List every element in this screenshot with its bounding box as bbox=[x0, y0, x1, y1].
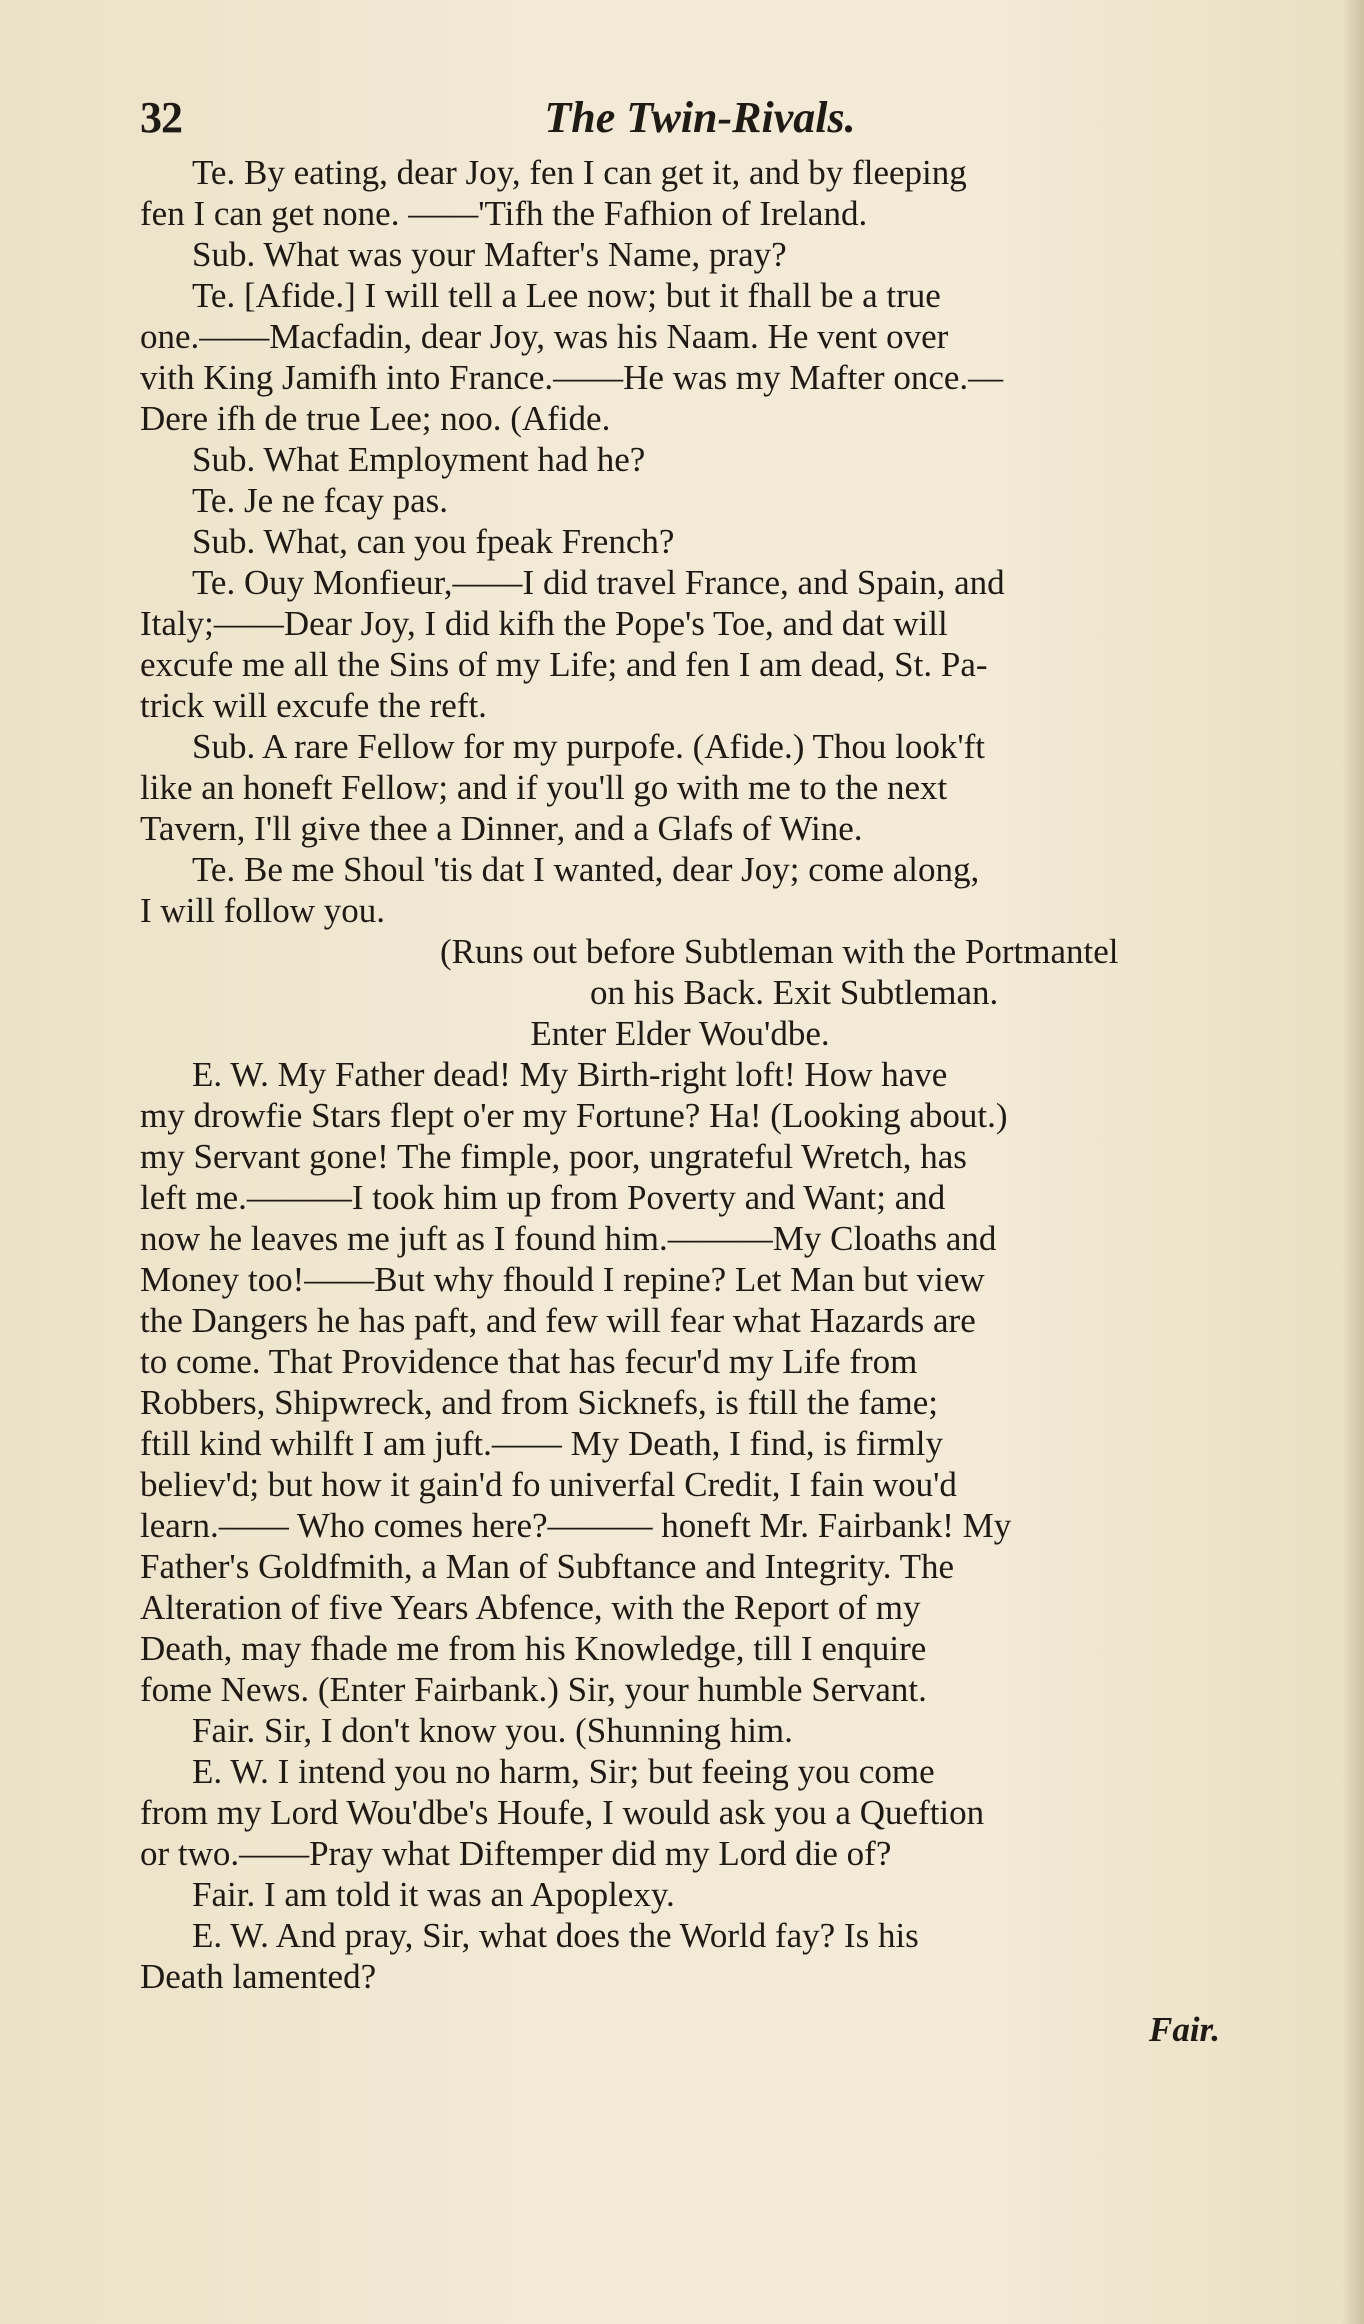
text-line: excufe me all the Sins of my Life; and fen I am dead, St. Pa- bbox=[140, 645, 988, 684]
text-line: Robbers, Shipwreck, and from Sicknefs, is ftill the fame; bbox=[140, 1383, 939, 1422]
text-line: Te. Je ne fcay pas. bbox=[192, 481, 449, 520]
text-line: Te. Be me Shoul 'tis dat I wanted, dear Joy; come along, bbox=[192, 850, 980, 889]
text-line: Father's Goldfmith, a Man of Subftance and Integrity. The bbox=[140, 1547, 955, 1586]
text-line: to come. That Providence that has fecur'd my Life from bbox=[140, 1342, 918, 1381]
text-line: Sub. A rare Fellow for my purpofe. (Afide.) Thou look'ft bbox=[192, 727, 986, 766]
text-line: believ'd; but how it gain'd fo univerfal Credit, I fain wou'd bbox=[140, 1465, 957, 1504]
text-line: I will follow you. bbox=[140, 891, 385, 930]
text-line: now he leaves me juft as I found him.———My Cloaths and bbox=[140, 1219, 997, 1258]
text-line: Sub. What, can you fpeak French? bbox=[192, 522, 675, 561]
text-line: E. W. My Father dead! My Birth-right loft! How have bbox=[192, 1055, 948, 1094]
text-line: Money too!——But why fhould I repine? Let Man but view bbox=[140, 1260, 985, 1299]
text-line: E. W. I intend you no harm, Sir; but feeing you come bbox=[192, 1752, 935, 1791]
text-line: (Runs out before Subtleman with the Portmantel bbox=[440, 932, 1119, 971]
text-line: my Servant gone! The fimple, poor, ungrateful Wretch, has bbox=[140, 1137, 967, 1176]
catchword: Fair. bbox=[1148, 2010, 1220, 2049]
text-line: from my Lord Wou'dbe's Houfe, I would ask you a Queftion bbox=[140, 1793, 985, 1832]
text-line: Tavern, I'll give thee a Dinner, and a Glafs of Wine. bbox=[140, 809, 863, 848]
text-line: fen I can get none. ——'Tifh the Fafhion of Ireland. bbox=[140, 194, 868, 233]
text-line: like an honeft Fellow; and if you'll go with me to the next bbox=[140, 768, 948, 807]
text-line: Te. By eating, dear Joy, fen I can get it, and by fleeping bbox=[192, 153, 967, 192]
text-line: or two.——Pray what Diftemper did my Lord die of? bbox=[140, 1834, 892, 1873]
text-line: Dere ifh de true Lee; noo. (Afide. bbox=[140, 399, 611, 438]
text-line: Death lamented? bbox=[140, 1957, 377, 1996]
text-line: Italy;——Dear Joy, I did kifh the Pope's Toe, and dat will bbox=[140, 604, 948, 643]
text-line: one.——Macfadin, dear Joy, was his Naam. He vent over bbox=[140, 317, 949, 356]
text-line: Sub. What Employment had he? bbox=[192, 440, 646, 479]
text-line: Fair. I am told it was an Apoplexy. bbox=[192, 1875, 675, 1914]
text-line: Sub. What was your Mafter's Name, pray? bbox=[192, 235, 787, 274]
page-number: 32 bbox=[140, 93, 182, 142]
text-line: my drowfie Stars flept o'er my Fortune? Ha! (Looking about.) bbox=[140, 1096, 1008, 1135]
text-line: on his Back. Exit Subtleman. bbox=[590, 973, 999, 1012]
text-line: Te. [Afide.] I will tell a Lee now; but it fhall be a true bbox=[192, 276, 941, 315]
text-line: the Dangers he has paft, and few will fear what Hazards are bbox=[140, 1301, 976, 1340]
text-line: ftill kind whilft I am juft.—— My Death, I find, is firmly bbox=[140, 1424, 943, 1463]
play-text bbox=[140, 152, 1220, 2050]
text-line: E. W. And pray, Sir, what does the World fay? Is his bbox=[192, 1916, 919, 1955]
page-edge-shadow bbox=[1342, 0, 1364, 2324]
text-line: Enter Elder Wou'dbe. bbox=[530, 1014, 830, 1053]
text-line: Te. Ouy Monfieur,——I did travel France, and Spain, and bbox=[192, 563, 1005, 602]
running-title: The Twin-Rivals. bbox=[544, 93, 856, 142]
text-line: Fair. Sir, I don't know you. (Shunning him. bbox=[192, 1711, 793, 1750]
text-line: left me.———I took him up from Poverty and Want; and bbox=[140, 1178, 946, 1217]
text-line: trick will excufe the reft. bbox=[140, 686, 487, 725]
page-header bbox=[140, 92, 1220, 142]
text-line: vith King Jamifh into France.——He was my Mafter once.— bbox=[140, 358, 1004, 397]
text-line: Death, may fhade me from his Knowledge, till I enquire bbox=[140, 1629, 927, 1668]
text-line: learn.—— Who comes here?——— honeft Mr. Fairbank! My bbox=[140, 1506, 1012, 1545]
text-line: fome News. (Enter Fairbank.) Sir, your humble Servant. bbox=[140, 1670, 927, 1709]
text-line: Alteration of five Years Abfence, with the Report of my bbox=[140, 1588, 921, 1627]
